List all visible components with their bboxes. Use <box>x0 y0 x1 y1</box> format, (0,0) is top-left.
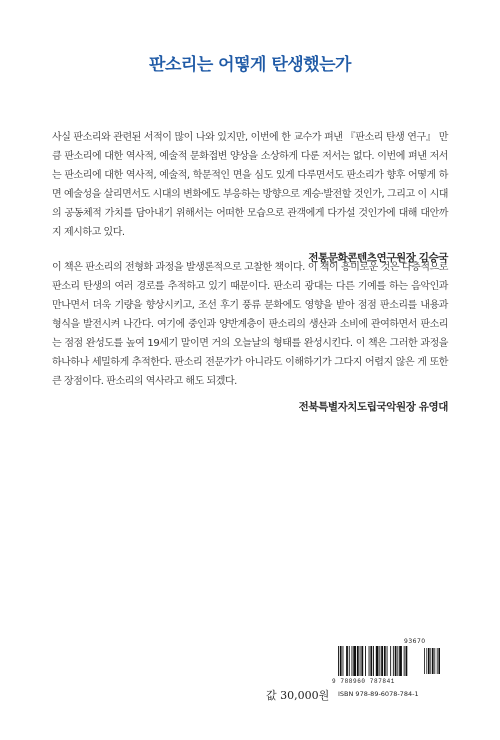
review-block-2 <box>52 258 448 417</box>
review-author: 전통문화콘텐츠연구원장 김승국 <box>308 252 448 264</box>
price-label: 값 30,000원 <box>266 689 330 702</box>
review-text: 사실 판소리와 관련된 서적이 많이 나와 있지만, 이번에 한 교수가 펴낸 『판소리 탄생 연구』 만큼 판소리에 대한 역사적, 예술적 문화접변 양상을 소상하게 다룬 저서는 없다. 이번에 펴낸 저서는 판소리에 대한 역사적, 예술적, 학문적인 면을 심도 있게 다루면서도 판소리가 향후 어떻게 하면 예술성을 살리면서도 시대의 변화에도 부응하는 방향으로 계승·발전할 것인가, 그리고 이 시대의 공동체적 가치를 담아내기 위해서는 어떠한 모습으로 관객에게 다가설 것인가에 대해 대안까지 제시하고 있다. <box>52 132 448 238</box>
barcode-addon-number: 93670 <box>404 638 426 645</box>
isbn-label: ISBN 978-89-6078-784-1 <box>338 690 419 698</box>
title-rest: 는 어떻게 탄생했는가 <box>196 55 351 75</box>
review-text: 이 책은 판소리의 전형화 과정을 발생론적으로 고찰한 책이다. 이 책이 흥미로운 것은 다층적으로 판소리 탄생의 여러 경로를 추적하고 있기 때문이다. 판소리 광대는 다른 기예를 하는 음악인과 만나면서 더욱 기량을 향상시키고, 조선 후기 풍류 문화에도 영향을 받아 점점 판소리를 내용과 형식을 발전시켜 나간다. 여기에 중인과 양반계층이 판소리의 생산과 소비에 관여하면서 판소리는 점점 완성도를 높여 19세기 말이면 거의 오늘날의 형태를 완성시킨다. 이 책은 그러한 과정을 하나하나 세밀하게 추적한다. 판소리 전문가가 아니라도 이해하기가 그다지 어렵지 않은 게 또한 큰 장점이다. 판소리의 역사라고 해도 되겠다. <box>52 262 448 387</box>
barcode <box>332 638 450 700</box>
review-author: 전북특별자치도립국악원장 유영대 <box>298 401 448 413</box>
barcode-bars <box>338 646 448 676</box>
page-title <box>0 50 500 75</box>
review-block-1 <box>52 128 448 268</box>
title-highlight: 판소리 <box>149 55 197 75</box>
barcode-number: 9 788960 787841 <box>332 678 396 685</box>
